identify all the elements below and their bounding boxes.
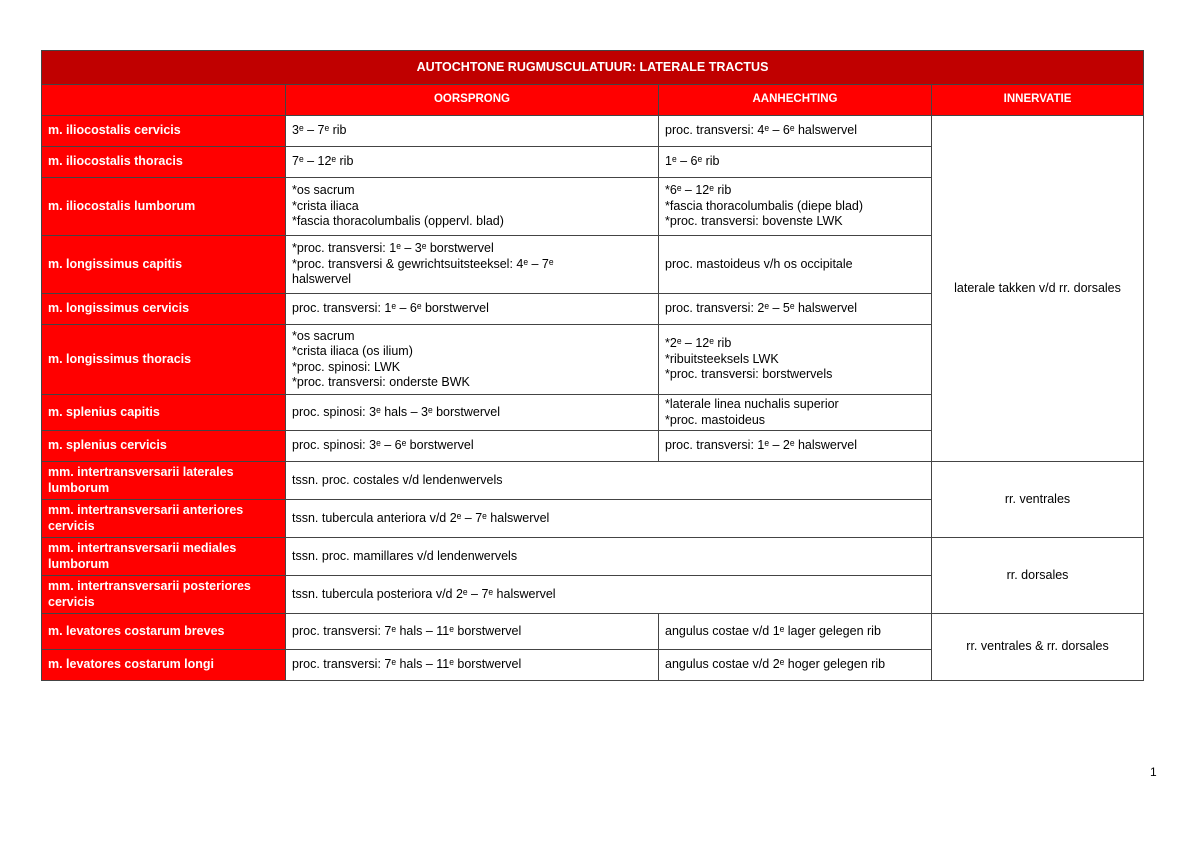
aanhechting-cell <box>659 325 932 395</box>
oorsprong-cell <box>286 294 659 325</box>
aanhechting-cell <box>659 236 932 294</box>
muscle-name: m. splenius cervicis <box>42 431 286 462</box>
muscle-name: mm. intertransversarii mediales lumborum <box>42 538 286 576</box>
cell-line: *os sacrum <box>292 328 355 343</box>
span-cell: tssn. tubercula anteriora v/d 2ᵉ – 7ᵉ halswervel <box>286 500 932 538</box>
muscle-name: m. levatores costarum longi <box>42 650 286 681</box>
oorsprong-cell <box>286 147 659 178</box>
cell-line: *proc. transversi: bovenste LWK <box>665 214 843 229</box>
cell-line: *proc. transversi & gewrichtsuitsteeksel: 4ᵉ – 7ᵉ <box>292 256 554 271</box>
oorsprong-cell <box>286 236 659 294</box>
muscle-name: mm. intertransversarii posteriores cervicis <box>42 576 286 614</box>
header-aanhechting: AANHECHTING <box>659 85 932 116</box>
cell-line: *proc. mastoideus <box>665 412 766 427</box>
oorsprong-cell <box>286 178 659 236</box>
cell-line: 7ᵉ – 12ᵉ rib <box>292 154 354 169</box>
cell-line: proc. transversi: 7ᵉ hals – 11ᵉ borstwervel <box>292 657 522 672</box>
oorsprong-cell <box>286 395 659 431</box>
aanhechting-cell <box>659 614 932 650</box>
muscle-table <box>41 50 1144 681</box>
innervatie-cell: laterale takken v/d rr. dorsales <box>932 116 1144 462</box>
header-row <box>42 85 1144 116</box>
aanhechting-cell <box>659 116 932 147</box>
cell-line: angulus costae v/d 2ᵉ hoger gelegen rib <box>665 657 886 672</box>
muscle-name: m. longissimus cervicis <box>42 294 286 325</box>
header-oorsprong: OORSPRONG <box>286 85 659 116</box>
muscle-name: mm. intertransversarii anteriores cervicis <box>42 500 286 538</box>
cell-line: proc. transversi: 1ᵉ – 6ᵉ borstwervel <box>292 301 489 316</box>
table-row <box>42 538 1144 576</box>
cell-line: proc. spinosi: 3ᵉ – 6ᵉ borstwervel <box>292 438 474 453</box>
cell-line: *proc. transversi: borstwervels <box>665 367 833 382</box>
oorsprong-cell <box>286 325 659 395</box>
cell-line: *proc. transversi: 1ᵉ – 3ᵉ borstwervel <box>292 241 494 256</box>
table-row <box>42 614 1144 650</box>
muscle-name: m. iliocostalis lumborum <box>42 178 286 236</box>
oorsprong-cell <box>286 116 659 147</box>
page-number: 1 <box>1150 765 1157 779</box>
innervatie-cell: rr. dorsales <box>932 538 1144 614</box>
cell-line: *fascia thoracolumbalis (diepe blad) <box>665 198 864 213</box>
cell-line: *proc. spinosi: LWK <box>292 359 401 374</box>
aanhechting-cell <box>659 294 932 325</box>
cell-line: *laterale linea nuchalis superior <box>665 397 839 411</box>
muscle-name: m. levatores costarum breves <box>42 614 286 650</box>
table-row <box>42 116 1144 147</box>
cell-line: proc. transversi: 1ᵉ – 2ᵉ halswervel <box>665 438 858 453</box>
cell-line: proc. mastoideus v/h os occipitale <box>665 256 853 271</box>
muscle-name: mm. intertransversarii laterales lumborum <box>42 462 286 500</box>
aanhechting-cell <box>659 147 932 178</box>
cell-line: proc. transversi: 4ᵉ – 6ᵉ halswervel <box>665 123 858 138</box>
aanhechting-cell <box>659 650 932 681</box>
cell-line: *6ᵉ – 12ᵉ rib <box>665 183 732 198</box>
aanhechting-cell <box>659 395 932 431</box>
table-title: AUTOCHTONE RUGMUSCULATUUR: LATERALE TRACTUS <box>42 51 1144 85</box>
cell-line: *fascia thoracolumbalis (oppervl. blad) <box>292 214 504 229</box>
span-cell: tssn. tubercula posteriora v/d 2ᵉ – 7ᵉ halswervel <box>286 576 932 614</box>
span-cell: tssn. proc. mamillares v/d lendenwervels <box>286 538 932 576</box>
header-innervatie: INNERVATIE <box>932 85 1144 116</box>
aanhechting-cell <box>659 431 932 462</box>
muscle-name: m. longissimus thoracis <box>42 325 286 395</box>
cell-line: *os sacrum <box>292 183 355 198</box>
aanhechting-cell <box>659 178 932 236</box>
muscle-name: m. splenius capitis <box>42 395 286 431</box>
oorsprong-cell <box>286 614 659 650</box>
muscle-name: m. iliocostalis cervicis <box>42 116 286 147</box>
cell-line: angulus costae v/d 1ᵉ lager gelegen rib <box>665 623 881 638</box>
cell-line: 1ᵉ – 6ᵉ rib <box>665 154 720 169</box>
table-row <box>42 462 1144 500</box>
cell-line: *proc. transversi: onderste BWK <box>292 375 470 389</box>
innervatie-cell: rr. ventrales <box>932 462 1144 538</box>
cell-line: 3ᵉ – 7ᵉ rib <box>292 123 347 138</box>
cell-line: proc. spinosi: 3ᵉ hals – 3ᵉ borstwervel <box>292 404 500 419</box>
cell-line: *ribuitsteeksels LWK <box>665 351 779 366</box>
cell-line: proc. transversi: 7ᵉ hals – 11ᵉ borstwervel <box>292 623 522 638</box>
innervatie-cell: rr. ventrales & rr. dorsales <box>932 614 1144 681</box>
oorsprong-cell <box>286 431 659 462</box>
header-muscle <box>42 85 286 116</box>
cell-line: halswervel <box>292 272 352 287</box>
cell-line: *2ᵉ – 12ᵉ rib <box>665 336 732 351</box>
cell-line: *crista iliaca <box>292 198 359 213</box>
cell-line: proc. transversi: 2ᵉ – 5ᵉ halswervel <box>665 301 858 316</box>
oorsprong-cell <box>286 650 659 681</box>
muscle-name: m. longissimus capitis <box>42 236 286 294</box>
cell-line: *crista iliaca (os ilium) <box>292 344 413 358</box>
muscle-name: m. iliocostalis thoracis <box>42 147 286 178</box>
span-cell: tssn. proc. costales v/d lendenwervels <box>286 462 932 500</box>
